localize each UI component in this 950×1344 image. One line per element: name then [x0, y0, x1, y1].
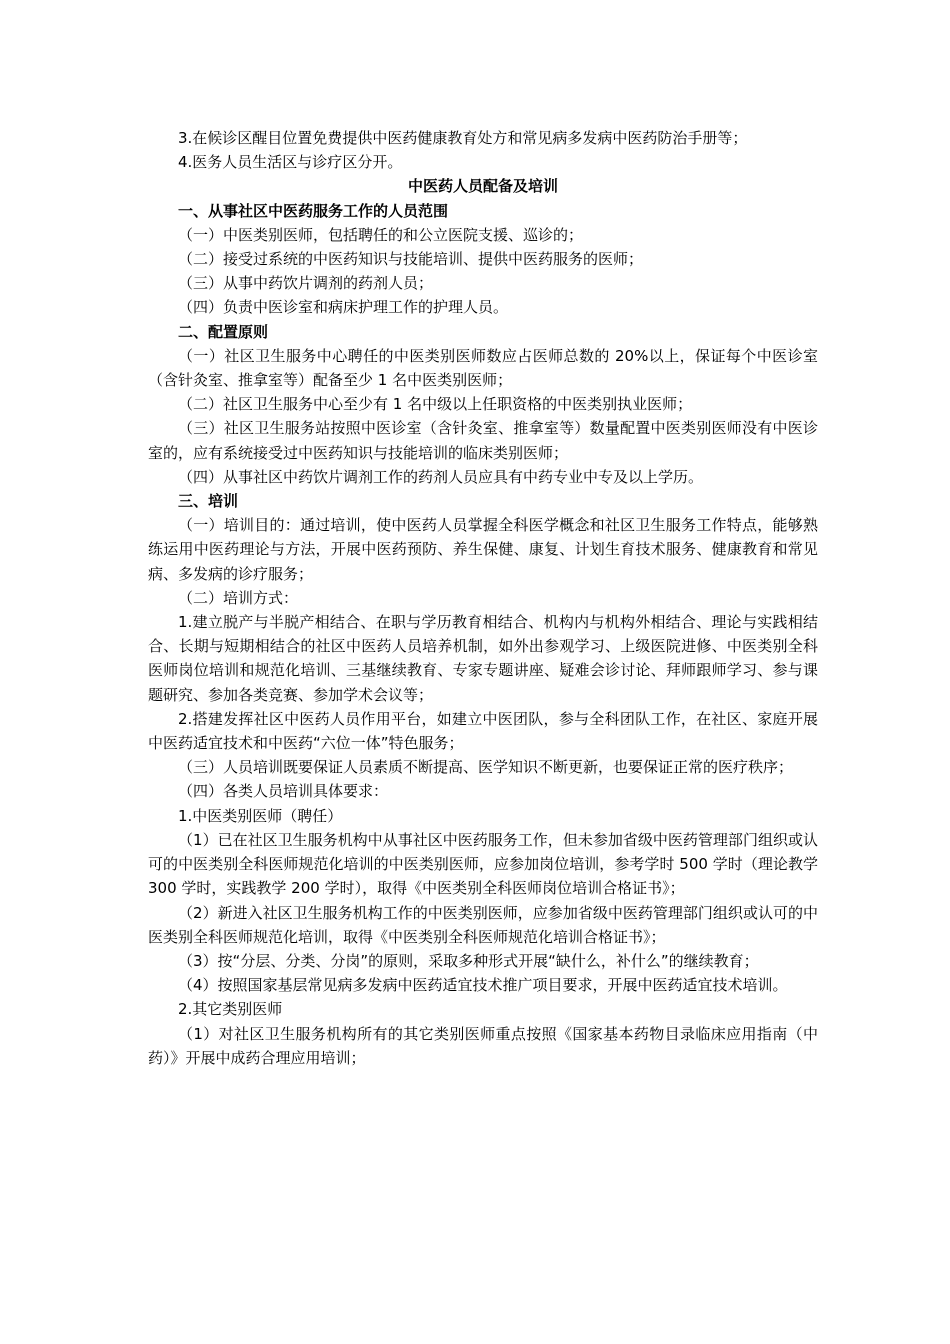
paragraph-other-physicians: 2.其它类别医师 — [178, 1000, 283, 1019]
paragraph-principle-3: （三）社区卫生服务站按照中医诊室（含针灸室、推拿室等）数量配置中医类别医师没有中医诊室的，应有系统接受过中医药知识与技能培训的临床类别医师； — [148, 419, 818, 462]
heading-allocation-principles: 二、配置原则 — [178, 322, 269, 341]
paragraph-tcm-1: （1）已在社区卫生服务机构中从事社区中医药服务工作，但未参加省级中医药管理部门组织或认可的中医类别全科医师规范化培训的中医类别医师，应参加岗位培训，参考学时 500 学时（理论教学 300 学时，实践教学 200 学时），取得《中医类别全科医师岗位培训合格证书》； — [148, 830, 818, 898]
paragraph-tcm-3: （3）按“分层、分类、分岗”的原则，采取多种形式开展“缺什么，补什么”的继续教育； — [178, 951, 759, 970]
paragraph-training-methods: （二）培训方式： — [178, 588, 299, 607]
paragraph-principle-4: （四）从事社区中药饮片调剂工作的药剂人员应具有中药专业中专及以上学历。 — [178, 467, 704, 486]
paragraph-methods-2: 2.搭建发挥社区中医药人员作用平台，如建立中医团队，参与全科团队工作，在社区、家庭开展中医药适宜技术和中医药“六位一体”特色服务； — [148, 709, 818, 753]
paragraph-item-4: 4.医务人员生活区与诊疗区分开。 — [178, 153, 403, 172]
document-body — [148, 126, 818, 1070]
paragraph-item-3: 3.在候诊区醒目位置免费提供中医药健康教育处方和常见病多发病中医药防治手册等； — [178, 129, 748, 147]
paragraph-principle-1: （一）社区卫生服务中心聘任的中医类别医师数应占医师总数的 20%以上，保证每个中医诊室（含针灸室、推拿室等）配备至少 1 名中医类别医师； — [148, 346, 818, 390]
heading-personnel-scope: 一、从事社区中医药服务工作的人员范围 — [178, 201, 449, 220]
paragraph-other-1: （1）对社区卫生服务机构所有的其它类别医师重点按照《国家基本药物目录临床应用指南（中药）》开展中成药合理应用培训； — [148, 1024, 818, 1067]
paragraph-tcm-2: （2）新进入社区卫生服务机构工作的中医类别医师，应参加省级中医药管理部门组织或认可的中医类别全科医师规范化培训，取得《中医类别全科医师规范化培训合格证书》； — [148, 903, 818, 946]
paragraph-training-order: （三）人员培训既要保证人员素质不断提高、医学知识不断更新，也要保证正常的医疗秩序； — [178, 758, 794, 777]
section-title: 中医药人员配备及培训 — [407, 177, 558, 196]
paragraph-scope-3: （三）从事中药饮片调剂的药剂人员； — [178, 274, 434, 293]
paragraph-scope-1: （一）中医类别医师，包括聘任的和公立医院支援、巡诊的； — [178, 225, 584, 244]
paragraph-principle-2: （二）社区卫生服务中心至少有 1 名中级以上任职资格的中医类别执业医师； — [178, 395, 693, 414]
heading-training: 三、培训 — [178, 492, 239, 511]
paragraph-training-purpose: （一）培训目的：通过培训，使中医药人员掌握全科医学概念和社区卫生服务工作特点，能够熟练运用中医药理论与方法，开展中医药预防、养生保健、康复、计划生育技术服务、健康教育和常见病、多发病的诊疗服务； — [148, 516, 818, 583]
paragraph-training-requirements: （四）各类人员培训具体要求： — [178, 782, 389, 801]
paragraph-scope-4: （四）负责中医诊室和病床护理工作的护理人员。 — [178, 298, 509, 317]
paragraph-methods-1: 1.建立脱产与半脱产相结合、在职与学历教育相结合、机构内与机构外相结合、理论与实践相结合、长期与短期相结合的社区中医药人员培养机制，如外出参观学习、上级医院进修、中医类别全科医师岗位培训和规范化培训、三基继续教育、专家专题讲座、疑难会诊讨论、拜师跟师学习、参与课题研究、参加各类竞赛、参加学术会议等； — [148, 613, 818, 704]
paragraph-tcm-4: （4）按照国家基层常见病多发病中医药适宜技术推广项目要求，开展中医药适宜技术培训。 — [178, 976, 788, 995]
paragraph-tcm-physicians: 1.中医类别医师（聘任） — [178, 806, 343, 825]
paragraph-scope-2: （二）接受过系统的中医药知识与技能培训、提供中医药服务的医师； — [178, 250, 644, 269]
